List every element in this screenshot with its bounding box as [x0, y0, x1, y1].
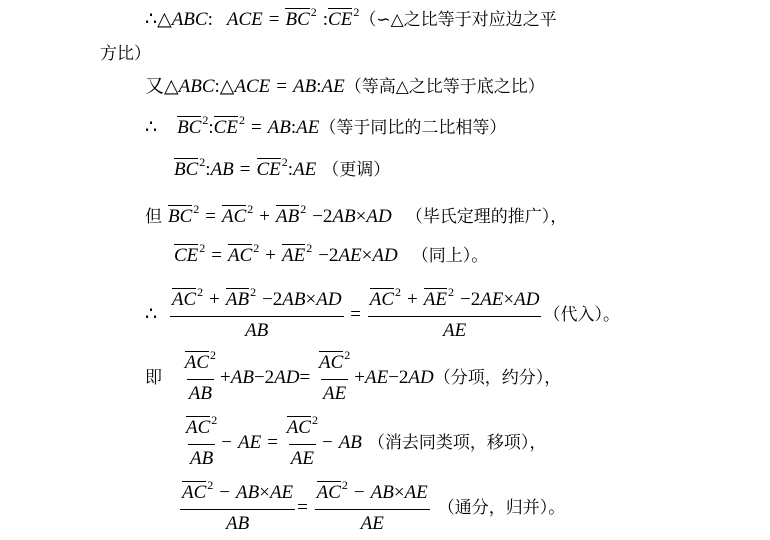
fraction-left [170, 287, 344, 343]
exponent: 2 [311, 413, 318, 427]
exponent: 2 [300, 202, 307, 216]
denominator: AB [170, 316, 344, 343]
overline-ac: AC [186, 417, 211, 438]
also-triangle: 又△ [145, 76, 179, 97]
minus: − [219, 482, 230, 503]
fraction-right [368, 287, 542, 343]
overline-ac: AC [228, 245, 253, 266]
overline-bc: BC [177, 117, 202, 138]
times: × [355, 206, 367, 227]
plus: + [407, 289, 418, 310]
equation-line-4 [145, 113, 507, 141]
exponent: 2 [210, 348, 217, 362]
plus: + [354, 367, 365, 388]
exponent: 2 [199, 155, 206, 169]
math-ab: AB [236, 482, 260, 503]
annotation: （等于同比的二比相等） [319, 118, 507, 138]
equals: = [299, 367, 311, 388]
therefore-triangle: ∴△ [145, 9, 172, 30]
annotation: （通分，归并）。 [437, 498, 566, 518]
math-ab: AB [338, 432, 362, 453]
annotation: （分项，约分）， [433, 368, 562, 388]
math-ab: AB [210, 159, 234, 180]
times: × [393, 482, 405, 503]
exponent: 2 [199, 241, 206, 255]
minus: − [321, 432, 333, 453]
math-ace: ACE [226, 9, 263, 30]
math-ae: AE [238, 432, 262, 453]
overline-ae: AE [282, 245, 306, 266]
denominator: AE [289, 444, 316, 471]
minus-two: −2 [459, 289, 481, 310]
times: × [305, 289, 317, 310]
math-ae: AE [321, 76, 345, 97]
overline-ce: CE [174, 245, 199, 266]
overline-bc: BC [168, 206, 193, 227]
colon: : [316, 76, 322, 97]
therefore-symbol: ∴ [145, 304, 158, 325]
equation-line-8 [145, 287, 620, 343]
math-ad: AD [274, 367, 300, 388]
equals: = [267, 432, 278, 453]
exponent: 2 [250, 285, 257, 299]
overline-ce: CE [256, 159, 281, 180]
minus-two: −2 [253, 367, 275, 388]
equals: = [268, 9, 280, 30]
overline-ac: AC [369, 289, 395, 310]
equals: = [350, 304, 362, 325]
denominator: AB [180, 509, 295, 536]
minus-two: −2 [312, 206, 333, 227]
denominator: AB [187, 379, 214, 406]
minus-two: −2 [388, 367, 409, 388]
math-ad: AD [514, 289, 540, 310]
math-ad: AD [372, 245, 398, 266]
math-ab: AB [370, 482, 394, 503]
equals: = [239, 159, 251, 180]
denominator: AE [368, 316, 542, 343]
math-ae: AE [296, 117, 320, 138]
fraction-right [315, 480, 430, 536]
math-abc: ABC [171, 9, 208, 30]
overline-ce: CE [213, 117, 238, 138]
overline-ac: AC [171, 289, 197, 310]
overline-ab: AB [276, 206, 300, 227]
colon-triangle: :△ [214, 76, 235, 97]
math-ad: AD [408, 367, 434, 388]
math-ae: AE [364, 367, 389, 388]
equation-line-10 [182, 415, 546, 471]
denominator: AB [188, 444, 215, 471]
overline-ab: AB [225, 289, 250, 310]
fraction-left [183, 350, 218, 406]
equation-line-2: 方比） [100, 44, 151, 64]
exponent: 2 [253, 241, 260, 255]
minus-two: −2 [318, 245, 339, 266]
exponent: 2 [341, 478, 348, 492]
minus-two: −2 [262, 289, 283, 310]
math-ad: AD [316, 289, 342, 310]
therefore-symbol: ∴ [145, 117, 158, 138]
fraction-right [285, 415, 320, 471]
math-ae: AE [293, 159, 317, 180]
overline-ac: AC [318, 352, 344, 373]
exponent: 2 [344, 348, 351, 362]
equation-line-11 [178, 480, 565, 536]
annotation: （∽△之比等于对应边之平 [359, 10, 557, 30]
overline-ac: AC [182, 482, 207, 503]
math-ae: AE [480, 289, 504, 310]
annotation: （等高△之比等于底之比） [344, 77, 545, 97]
exponent: 2 [247, 202, 254, 216]
exponent: 2 [281, 155, 288, 169]
colon: : [205, 159, 211, 180]
colon: : [322, 9, 329, 30]
overline-ac: AC [316, 482, 341, 503]
equation-line-3 [145, 75, 545, 99]
exponent: 2 [395, 285, 402, 299]
times: × [361, 245, 373, 266]
math-ace: ACE [234, 76, 271, 97]
exponent: 2 [197, 285, 204, 299]
math-ad: AD [366, 206, 392, 227]
equation-line-9 [145, 350, 561, 406]
fraction-right [317, 350, 352, 406]
overline-ac: AC [286, 417, 311, 438]
equation-line-7 [174, 241, 489, 269]
minus: − [353, 482, 365, 503]
colon: : [287, 159, 294, 180]
exponent: 2 [353, 5, 360, 19]
annotation: （毕氏定理的推广）， [405, 207, 568, 227]
plus: + [209, 289, 220, 310]
math-ae: AE [404, 482, 428, 503]
math-ab: AB [332, 206, 356, 227]
denominator: AE [321, 379, 348, 406]
exponent: 2 [202, 113, 209, 127]
plus: + [259, 206, 270, 227]
math-abc: ABC [178, 76, 215, 97]
minus: − [221, 432, 232, 453]
equals: = [297, 497, 308, 518]
equals: = [211, 245, 222, 266]
annotation: （代入）。 [543, 305, 620, 325]
overline-ac: AC [222, 206, 247, 227]
exponent: 2 [193, 202, 200, 216]
math-ab: AB [293, 76, 317, 97]
exponent: 2 [447, 285, 454, 299]
annotation: （消去同类项，移项）， [367, 433, 547, 453]
overline-ae: AE [423, 289, 447, 310]
but-word: 但 [145, 207, 162, 227]
math-ae: AE [269, 482, 294, 503]
times: × [259, 482, 270, 503]
denominator: AE [315, 509, 430, 536]
annotation: （更调） [322, 160, 391, 180]
colon: : [290, 117, 297, 138]
exponent: 2 [310, 5, 317, 19]
equals: = [250, 117, 262, 138]
overline-ce: CE [328, 9, 353, 30]
overline-bc: BC [174, 159, 199, 180]
overline-bc: BC [285, 9, 310, 30]
exponent: 2 [306, 241, 313, 255]
math-ab: AB [230, 367, 254, 388]
annotation: （同上）。 [411, 246, 489, 266]
equation-line-5 [174, 155, 391, 183]
namely-word: 即 [145, 368, 162, 388]
exponent: 2 [211, 413, 218, 427]
plus: + [265, 245, 276, 266]
math-ab: AB [282, 289, 306, 310]
fraction-left [180, 480, 295, 536]
exponent: 2 [207, 478, 214, 492]
plus: + [220, 367, 231, 388]
overline-ac: AC [184, 352, 210, 373]
colon: : [208, 117, 214, 138]
times: × [503, 289, 515, 310]
math-ab: AB [267, 117, 291, 138]
fraction-left [184, 415, 219, 471]
colon: : [207, 9, 213, 30]
equals: = [205, 206, 216, 227]
equation-line-1 [145, 5, 557, 33]
math-ae: AE [338, 245, 362, 266]
equation-line-6 [145, 202, 568, 230]
equals: = [276, 76, 288, 97]
exponent: 2 [238, 113, 245, 127]
